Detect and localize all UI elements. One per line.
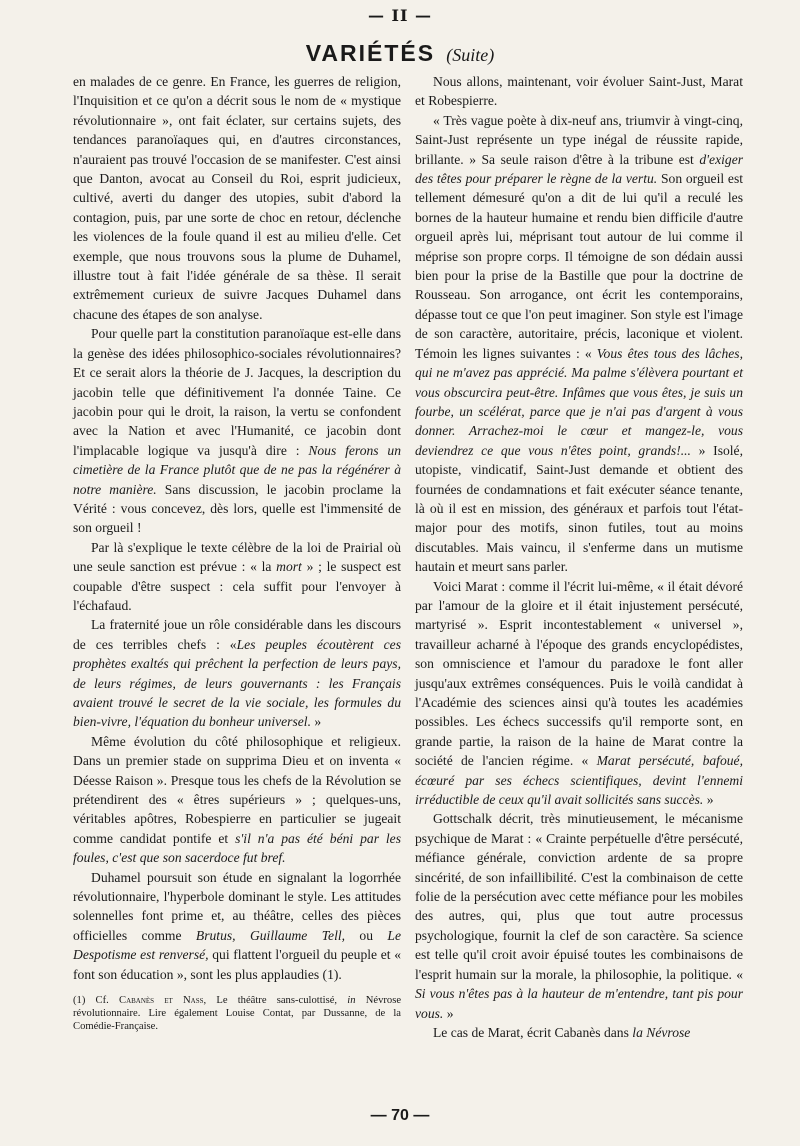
paragraph: Pour quelle part la constitution paranoïaque est-elle dans la genèse des idées philosophico-sociales révolutionnaires? Et ce serait alors la théorie de J. Jacques, la description du jacobin telle que définitivement l'a donnée Taine. Ce jacobin pour qui le droit, la raison, la vertu se confondent avec la Nation et avec l'Humanité, ce jacobin dont l'implacable logique va jusqu'à dire : Nous ferons un cimetière de la France plutôt que de ne pas la régénérer à notre manière. Sans discussion, le jacobin proclame la Vérité : vous concevez, dès lors, quelle est l'immensité de son orgueil !: [73, 326, 402, 536]
right-column: [415, 72, 743, 1092]
quote: Marat persécuté, bafoué, écœuré par ses échecs scientifiques, devint l'ennemi irréductible de ceux qu'il avait sollicités sans succès.: [415, 753, 743, 808]
paragraph: Par là s'explique le texte célèbre de la loi de Prairial où une seule sanction est prévue : « la mort » ; le suspect est coupable d'être suspect : cela suffit pour l'envoyer à l'échafaud.: [73, 539, 401, 613]
paragraph: Gottschalk décrit, très minutieusement, le mécanisme psychique de Marat : « Crainte perpétuelle d'être persécuté, méfiance générale, conviction ardente de sa propre sincérité, de son infaillibilité. C'est la combinaison de cette folie de la persécution avec cette méfiance pour les mobiles des autres, qui, plus que tout autre processus psychologique, fournit la clef de son caractère. Sa science est telle qu'il croit avoir épuisé toutes les combinaisons de l'esprit humain sur la morale, la philosophie, la politique. « Si vous n'êtes pas à la hauteur de m'entendre, tant pis pour vous. »: [415, 811, 743, 1021]
page-number-bottom: — 70 —: [370, 1107, 430, 1124]
quote: s'il n'a pas été béni par les foules, c'est que son sacerdoce fut bref.: [73, 830, 402, 866]
paragraph: « Très vague poète à dix-neuf ans, triumvir à vingt-cinq, Saint-Just représente un type inégal de réussite rapide, brillante. » Sa seule raison d'être à la tribune est d'exiger des têtes pour préparer le règne de la vertu. Son orgueil est tellement démesuré qu'on a dit de lui qu'il a reculé les bornes de la hauteur humaine et rendu bien difficile d'autre orgueil après lui, méprisant tout autour de lui comme il méprise son propre corps. Il témoigne de son dédain aussi bien pour la prise de la Bastille que pour la doctrine de Rousseau. Son arrogance, ont écrit les contemporains, dépasse tout ce que l'on peut imaginer. Son style est l'image de son caractère, autoritaire, précis, laconique et violent. Témoin les lignes suivantes : « Vous êtes tous des lâches, qui ne m'avez pas apprécié. Ma palme s'élèvera pourtant et vous obscurcira peut-être. Infâmes que vous êtes, je suis un fourbe, un scélérat, parce que je n'ai pas d'argent à vous donner. Arrachez-moi le cœur et mangez-le, vous deviendrez ce que vous n'êtes point, grands!... » Isolé, utopiste, vindicatif, Saint-Just demande et obtient des fournées de condamnations et fait exécuter séance tenante, là où il est en mission, des généraux et parfois tout l'état-major pour des motifs, sinon futiles, tout au moins discutables. Mais vaincu, il s'enferme dans un mutisme hautain et meurt sans parler.: [415, 112, 744, 575]
footnote: (1) Cf. Cabanès et Nass, Le théâtre sans-culottisé, in Névrose révolutionnaire. Lire également Louise Contat, par Dussanne, de la Comédie-Française.: [73, 995, 402, 1033]
quote: Vous êtes tous des lâches, qui ne m'avez pas apprécié. Ma palme s'élèvera pourtant et vous obscurcira peut-être. Infâmes que vous êtes, je suis un fourbe, un scélérat, parce que je n'ai pas d'argent à vous donner. Arrachez-moi le cœur et mangez-le, vous deviendrez ce que vous n'êtes point, grands!...: [415, 345, 743, 458]
paragraph: Duhamel poursuit son étude en signalant la logorrhée révolutionnaire, l'hyperbole dominant le style. Les attitudes solennelles font prime et, au théâtre, celles des pièces officielles comme Brutus, Guillaume Tell, ou Le Despotisme est renversé, qui flattent l'orgueil du peuple et « font son éducation », sont les plus applaudies (1).: [73, 869, 401, 982]
left-column: [73, 72, 401, 1092]
page-number-top: — II —: [367, 6, 433, 25]
paragraph: Le cas de Marat, écrit Cabanès dans la Névrose: [433, 1024, 691, 1040]
text-columns: [73, 72, 743, 1092]
section-title-suffix: (Suite): [446, 45, 495, 65]
quote: Les peuples écoutèrent ces prophètes exaltés qui prêchent la perfection de leurs pays, de leurs régimes, de leurs gouvernants : les Français avaient trouvé le secret de la vie sociale, les formules du bien-vivre, l'équation du bonheur universel.: [73, 636, 401, 730]
section-title: VARIÉTÉS: [305, 40, 436, 66]
paragraph: Voici Marat : comme il l'écrit lui-même, « il était dévoré par l'amour de la gloire et il était injustement persécuté, martyrisé ». Esprit incontestablement « universel », travailleur acharné à l'époque des grands encyclopédistes, son omniscience et l'amour du paradoxe le font aller jusqu'aux extrêmes conséquences. Puis le voilà candidat à l'Académie des sciences ainsi qu'à toutes les académies possibles. Les échecs successifs qu'il remporte sont, en grande partie, la raison de la haine de Marat contre la société de l'ancien régime. « Marat persécuté, bafoué, écœuré par ses échecs scientifiques, devint l'ennemi irréductible de ceux qu'il avait sollicités sans succès. »: [415, 578, 743, 808]
paragraph: La fraternité joue un rôle considérable dans les discours de ces terribles chefs : «Les peuples écoutèrent ces prophètes exaltés qui prêchent la perfection de leurs pays, de leurs régimes, de leurs gouvernants : les Français avaient trouvé le secret de la vie sociale, les formules du bien-vivre, l'équation du bonheur universel. »: [73, 617, 401, 730]
paragraph: Nous allons, maintenant, voir évoluer Saint-Just, Marat et Robespierre.: [415, 74, 743, 109]
quote: Nous ferons un cimetière de la France plutôt que de ne pas la régénérer à notre manière.: [73, 442, 401, 497]
section-header: [0, 40, 800, 67]
paragraph: Même évolution du côté philosophique et religieux. Dans un premier stade on supprima Dieu et on inventa « Déesse Raison ». Presque tous les chefs de la Révolution se prétendirent des « êtres supérieurs » ; quelques-uns, véritables apôtres, Robespierre en particulier se jugeait comme candidat pontife et s'il n'a pas été béni par les foules, c'est que son sacerdoce fut bref.: [73, 733, 402, 866]
paragraph: en malades de ce genre. En France, les guerres de religion, l'Inquisition et ce qu'on a décrit sous le nom de « mystique révolutionnaire », ont fait éclater, sur certains sujets, des tendances paranoïaques qui, en d'autres circonstances, n'auraient pas trouvé l'occasion de se manifester. C'est ainsi que Danton, avocat au Conseil du Roi, esprit judicieux, cultivé, averti du danger des utopies, subit d'abord la contagion, puis, par une sorte de choc en retour, déclenche les violences de la foule quand il est au milieu d'elle. Cet exemple, que nous trouvons sous la plume de Duhamel, illustre tout à fait l'idée générale de sa thèse. Il serait extrêmement curieux de suivre Jacques Duhamel dans chacune des étapes de son analyse.: [73, 74, 401, 322]
quote: Si vous n'êtes pas à la hauteur de m'entendre, tant pis pour vous.: [415, 986, 743, 1021]
